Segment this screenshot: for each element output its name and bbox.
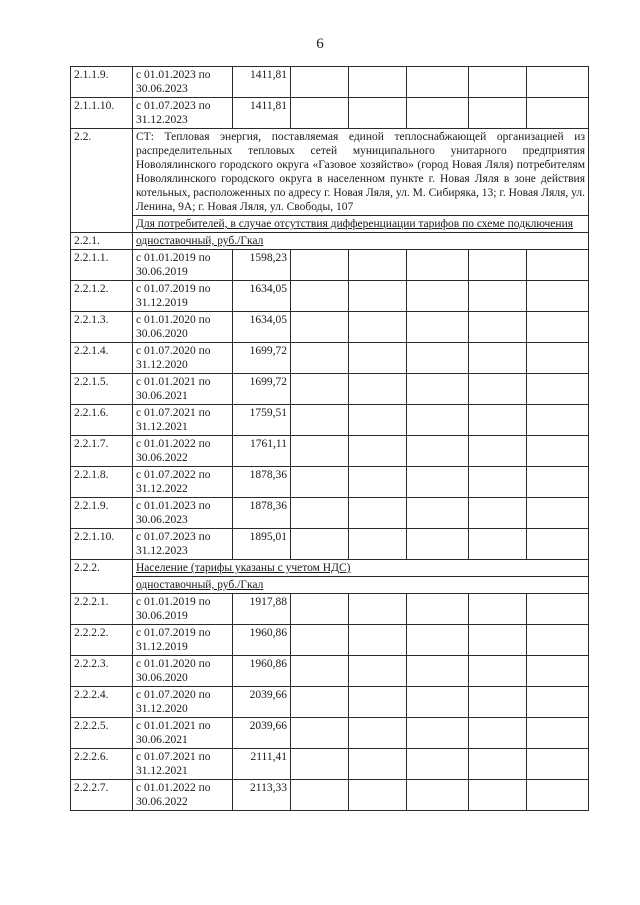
row-tariff-value: 1878,36 — [233, 467, 291, 498]
row-tariff-value: 1895,01 — [233, 529, 291, 560]
section-label — [133, 233, 589, 250]
empty-cell — [527, 749, 589, 780]
empty-cell — [527, 405, 589, 436]
row-number: 2.2.2.6. — [71, 749, 133, 780]
empty-cell — [527, 529, 589, 560]
row-tariff-value: 1699,72 — [233, 343, 291, 374]
empty-cell — [349, 467, 407, 498]
empty-cell — [527, 656, 589, 687]
row-period: с 01.01.2020 по 30.06.2020 — [133, 656, 233, 687]
empty-cell — [407, 405, 469, 436]
table-row — [71, 687, 589, 718]
empty-cell — [469, 67, 527, 98]
empty-cell — [349, 98, 407, 129]
row-tariff-value: 2039,66 — [233, 687, 291, 718]
empty-cell — [469, 405, 527, 436]
row-period: с 01.07.2021 по 31.12.2021 — [133, 405, 233, 436]
row-number: 2.2.1.10. — [71, 529, 133, 560]
row-period: с 01.01.2020 по 30.06.2020 — [133, 312, 233, 343]
empty-cell — [407, 749, 469, 780]
empty-cell — [349, 67, 407, 98]
empty-cell — [349, 594, 407, 625]
empty-cell — [407, 250, 469, 281]
row-tariff-value: 1634,05 — [233, 312, 291, 343]
empty-cell — [469, 436, 527, 467]
section-label-text: Население (тарифы указаны с учетом НДС) — [136, 562, 351, 574]
row-number: 2.2.1.1. — [71, 250, 133, 281]
empty-cell — [527, 374, 589, 405]
section-2-2-2-row — [71, 560, 589, 577]
row-number: 2.2.1.2. — [71, 281, 133, 312]
table-row — [71, 436, 589, 467]
row-period: с 01.01.2019 по 30.06.2019 — [133, 594, 233, 625]
row-tariff-value: 1960,86 — [233, 656, 291, 687]
table-row — [71, 343, 589, 374]
row-period: с 01.07.2023 по 31.12.2023 — [133, 98, 233, 129]
row-period: с 01.07.2022 по 31.12.2022 — [133, 467, 233, 498]
empty-cell — [407, 498, 469, 529]
table-row — [71, 780, 589, 811]
row-number: 2.2.1.5. — [71, 374, 133, 405]
row-tariff-value: 1634,05 — [233, 281, 291, 312]
empty-cell — [469, 467, 527, 498]
empty-cell — [469, 498, 527, 529]
table-row — [71, 498, 589, 529]
empty-cell — [407, 436, 469, 467]
empty-cell — [407, 312, 469, 343]
empty-cell — [291, 98, 349, 129]
empty-cell — [349, 374, 407, 405]
row-tariff-value: 2111,41 — [233, 749, 291, 780]
table-row — [71, 625, 589, 656]
table-row — [71, 529, 589, 560]
table-row — [71, 250, 589, 281]
table-row — [71, 594, 589, 625]
empty-cell — [469, 529, 527, 560]
row-tariff-value: 1699,72 — [233, 374, 291, 405]
empty-cell — [349, 625, 407, 656]
empty-cell — [349, 312, 407, 343]
row-number: 2.2.1.7. — [71, 436, 133, 467]
table-row — [71, 405, 589, 436]
section-label-text: одноставочный, руб./Гкал — [136, 235, 264, 247]
row-number: 2.1.1.9. — [71, 67, 133, 98]
empty-cell — [407, 625, 469, 656]
row-number: 2.2.1.4. — [71, 343, 133, 374]
row-number: 2.2.2.2. — [71, 625, 133, 656]
empty-cell — [349, 718, 407, 749]
empty-cell — [291, 780, 349, 811]
section-2-2-row — [71, 129, 589, 216]
empty-cell — [291, 529, 349, 560]
table-row — [71, 374, 589, 405]
row-tariff-value: 1411,81 — [233, 67, 291, 98]
row-period: с 01.07.2020 по 31.12.2020 — [133, 343, 233, 374]
empty-cell — [349, 749, 407, 780]
empty-cell — [527, 625, 589, 656]
table-row — [71, 749, 589, 780]
row-period: с 01.07.2021 по 31.12.2021 — [133, 749, 233, 780]
row-period: с 01.01.2019 по 30.06.2019 — [133, 250, 233, 281]
empty-cell — [291, 498, 349, 529]
empty-cell — [527, 343, 589, 374]
empty-cell — [407, 687, 469, 718]
consumers-note-row — [71, 216, 589, 233]
empty-cell — [407, 343, 469, 374]
row-period: с 01.01.2022 по 30.06.2022 — [133, 780, 233, 811]
empty-cell — [469, 98, 527, 129]
empty-cell — [527, 780, 589, 811]
row-number: 2.2.1.8. — [71, 467, 133, 498]
empty-cell — [469, 687, 527, 718]
empty-cell — [527, 67, 589, 98]
row-period: с 01.01.2021 по 30.06.2021 — [133, 718, 233, 749]
empty-cell — [407, 98, 469, 129]
empty-cell — [527, 250, 589, 281]
empty-cell — [527, 467, 589, 498]
empty-cell — [527, 718, 589, 749]
empty-cell — [349, 405, 407, 436]
empty-cell — [469, 343, 527, 374]
row-period: с 01.01.2022 по 30.06.2022 — [133, 436, 233, 467]
page-number: 6 — [316, 36, 324, 52]
empty-cell — [349, 250, 407, 281]
row-tariff-value: 1878,36 — [233, 498, 291, 529]
empty-cell — [527, 687, 589, 718]
empty-cell — [291, 67, 349, 98]
empty-cell — [527, 498, 589, 529]
table-row — [71, 718, 589, 749]
empty-cell — [291, 687, 349, 718]
empty-cell — [407, 718, 469, 749]
empty-cell — [349, 498, 407, 529]
row-number: 2.2.1.9. — [71, 498, 133, 529]
empty-cell — [407, 656, 469, 687]
row-tariff-value: 2039,66 — [233, 718, 291, 749]
empty-cell — [291, 625, 349, 656]
empty-cell — [527, 281, 589, 312]
section-sublabel-text: одноставочный, руб./Гкал — [136, 579, 264, 591]
table-row — [71, 656, 589, 687]
empty-cell — [349, 281, 407, 312]
row-tariff-value: 1759,51 — [233, 405, 291, 436]
empty-cell — [291, 436, 349, 467]
row-tariff-value: 1761,11 — [233, 436, 291, 467]
empty-cell — [349, 343, 407, 374]
empty-cell — [291, 250, 349, 281]
row-tariff-value: 1411,81 — [233, 98, 291, 129]
empty-cell — [469, 312, 527, 343]
empty-cell — [527, 312, 589, 343]
consumers-note — [133, 216, 589, 233]
empty-cell — [349, 436, 407, 467]
empty-cell — [407, 529, 469, 560]
row-number: 2.2.1.3. — [71, 312, 133, 343]
empty-cell — [291, 718, 349, 749]
empty-cell — [291, 374, 349, 405]
row-period: с 01.07.2019 по 31.12.2019 — [133, 625, 233, 656]
table-row — [71, 98, 589, 129]
row-period: с 01.01.2023 по 30.06.2023 — [133, 67, 233, 98]
empty-cell — [469, 374, 527, 405]
row-tariff-value: 1960,86 — [233, 625, 291, 656]
consumers-note-text: Для потребителей, в случае отсутствия дифференциации тарифов по схеме подключения — [136, 218, 574, 230]
table-row — [71, 281, 589, 312]
empty-cell — [291, 281, 349, 312]
table-row — [71, 312, 589, 343]
empty-cell — [527, 594, 589, 625]
empty-cell — [527, 436, 589, 467]
row-number: 2.1.1.10. — [71, 98, 133, 129]
empty-cell — [469, 749, 527, 780]
section-label — [133, 560, 589, 577]
empty-cell — [291, 343, 349, 374]
row-number: 2.2.2.3. — [71, 656, 133, 687]
table-row — [71, 467, 589, 498]
row-period: с 01.01.2021 по 30.06.2021 — [133, 374, 233, 405]
row-tariff-value: 1917,88 — [233, 594, 291, 625]
empty-cell — [291, 312, 349, 343]
empty-cell — [469, 250, 527, 281]
empty-cell — [407, 281, 469, 312]
section-description: СТ: Тепловая энергия, поставляемая единой теплоснабжающей организацией из распределительных тепловых сетей муниципального унитарного предприятия Новолялинского городского округа «Газовое хозяйство» (город Новая Ляля) потребителям Новолялинского городского округа в населенном пункте г. Новая Ляля в зоне действия котельных, расположенных по адресу г. Новая Ляля, ул. М. Сибиряка, 13; г. Новая Ляля, ул. Ленина, 9А; г. Новая Ляля, ул. Свободы, 107 — [133, 129, 589, 216]
empty-cell — [349, 780, 407, 811]
row-period: с 01.07.2023 по 31.12.2023 — [133, 529, 233, 560]
empty-cell — [291, 656, 349, 687]
section-2-2-2-sublabel-row — [71, 577, 589, 594]
row-period: с 01.07.2020 по 31.12.2020 — [133, 687, 233, 718]
row-number: 2.2.2.7. — [71, 780, 133, 811]
empty-cell — [291, 594, 349, 625]
empty-cell — [527, 98, 589, 129]
row-number: 2.2.2.1. — [71, 594, 133, 625]
tariff-table — [70, 66, 589, 811]
row-number: 2.2.2.4. — [71, 687, 133, 718]
empty-cell — [469, 594, 527, 625]
empty-cell — [349, 529, 407, 560]
empty-cell — [407, 780, 469, 811]
section-number: 2.2. — [71, 129, 133, 233]
empty-cell — [469, 625, 527, 656]
section-number: 2.2.2. — [71, 560, 133, 594]
empty-cell — [349, 687, 407, 718]
table-row — [71, 67, 589, 98]
section-2-2-1-row — [71, 233, 589, 250]
empty-cell — [407, 467, 469, 498]
row-period: с 01.01.2023 по 30.06.2023 — [133, 498, 233, 529]
empty-cell — [469, 780, 527, 811]
row-tariff-value: 1598,23 — [233, 250, 291, 281]
empty-cell — [349, 656, 407, 687]
row-number: 2.2.1.6. — [71, 405, 133, 436]
empty-cell — [407, 67, 469, 98]
section-sublabel — [133, 577, 589, 594]
empty-cell — [407, 594, 469, 625]
row-number: 2.2.2.5. — [71, 718, 133, 749]
empty-cell — [469, 281, 527, 312]
empty-cell — [291, 467, 349, 498]
empty-cell — [291, 749, 349, 780]
empty-cell — [469, 718, 527, 749]
section-number: 2.2.1. — [71, 233, 133, 250]
row-period: с 01.07.2019 по 31.12.2019 — [133, 281, 233, 312]
empty-cell — [407, 374, 469, 405]
empty-cell — [291, 405, 349, 436]
empty-cell — [469, 656, 527, 687]
row-tariff-value: 2113,33 — [233, 780, 291, 811]
